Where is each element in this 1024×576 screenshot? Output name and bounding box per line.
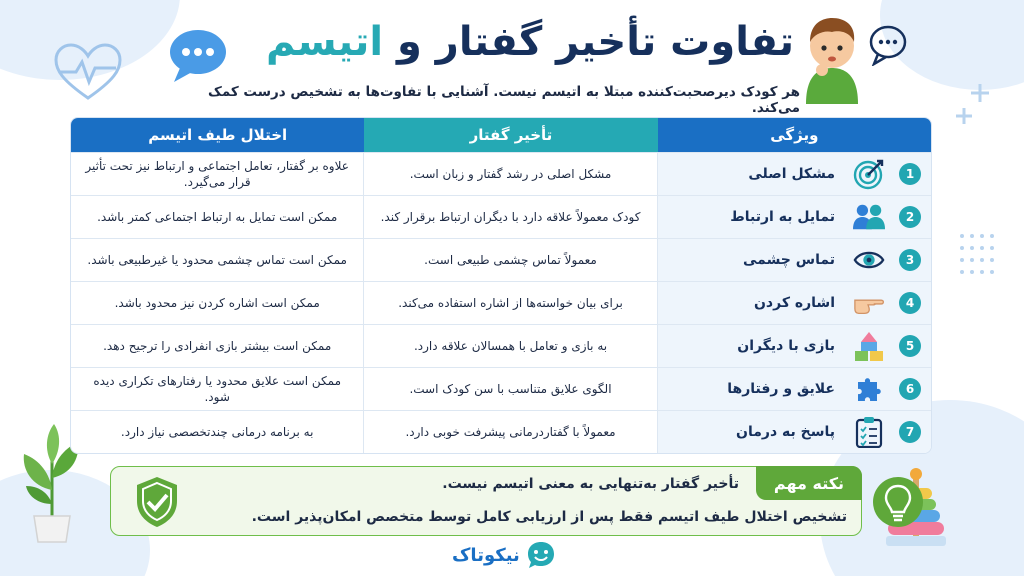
table-row [71,238,931,281]
feature-label: علایق و رفتارها [727,381,835,397]
feature-label: پاسخ به درمان [736,424,835,440]
autism-cell: ممکن است علایق محدود یا رفتارهای تکراری دیده شود. [71,368,364,410]
row-number: 7 [899,421,921,443]
feature-cell [658,153,931,195]
people-icon [853,201,885,233]
brand-logo [452,540,556,570]
autism-cell: ممکن است اشاره کردن نیز محدود باشد. [71,282,364,324]
speech-delay-cell: مشکل اصلی در رشد گفتار و زبان است. [364,153,657,195]
table-row [71,281,931,324]
pointing-hand-icon [853,287,885,319]
light-bulb-icon [872,474,924,530]
feature-cell [658,368,931,410]
note-badge: نکته مهم [756,466,862,500]
plus-sparkle-icon [956,82,996,128]
shield-check-icon [133,475,181,529]
note-line-2: تشخیص اختلال طیف اتیسم فقط پس از ارزیابی کامل توسط متخصص امکان‌پذیر است. [251,509,847,525]
feature-label: تمایل به ارتباط [730,209,835,225]
speech-delay-cell: به بازی و تعامل با همسالان علاقه دارد. [364,325,657,367]
speech-delay-cell: معمولاً تماس چشمی طبیعی است. [364,239,657,281]
row-number: 3 [899,249,921,271]
smiley-chat-icon [526,540,556,570]
speech-delay-cell: برای بیان خواسته‌ها از اشاره استفاده می‌کند. [364,282,657,324]
table-row [71,324,931,367]
table-row [71,367,931,410]
comparison-table [70,117,932,454]
row-number: 5 [899,335,921,357]
note-line-1: تأخیر گفتار به‌تنهایی به معنی اتیسم نیست. [442,476,739,492]
feature-cell [658,325,931,367]
row-number: 2 [899,206,921,228]
feature-label: تماس چشمی [743,252,835,268]
row-number: 6 [899,378,921,400]
autism-cell: علاوه بر گفتار، تعامل اجتماعی و ارتباط نیز تحت تأثیر قرار می‌گیرد. [71,153,364,195]
page-title [250,14,810,70]
important-note [110,466,862,536]
feature-cell [658,196,931,238]
row-number: 4 [899,292,921,314]
autism-cell: ممکن است تماس چشمی محدود یا غیرطبیعی باشد. [71,239,364,281]
table-row [71,152,931,195]
header-autism: اختلال طیف اتیسم [71,118,364,152]
speech-delay-cell: الگوی علایق متناسب با سن کودک است. [364,368,657,410]
header-speech-delay: تأخیر گفتار [364,118,657,152]
dots-pattern-icon [958,232,994,276]
speech-delay-cell: معمولاً با گفتاردرمانی پیشرفت خوبی دارد. [364,411,657,453]
feature-label: بازی با دیگران [737,338,835,354]
puzzle-icon [853,373,885,405]
clipboard-icon [853,416,885,448]
title-part-1: تفاوت تأخیر گفتار و [397,19,795,65]
page-subtitle: هر کودک دیرصحبت‌کننده مبتلا به اتیسم نیست. آشنایی با تفاوت‌ها به تشخیص درست کمک می‌کند. [208,84,800,116]
speech-bubble-icon [868,24,908,66]
target-icon [853,158,885,190]
title-part-2: اتیسم [265,19,384,65]
feature-label: اشاره کردن [753,295,835,311]
autism-cell: ممکن است تمایل به ارتباط اجتماعی کمتر باشد. [71,196,364,238]
autism-cell: به برنامه درمانی چندتخصصی نیاز دارد. [71,411,364,453]
speech-bubble-icon [166,28,230,84]
eye-icon [853,244,885,276]
autism-cell: ممکن است بیشتر بازی انفرادی را ترجیح دهد. [71,325,364,367]
speech-delay-cell: کودک معمولاً علاقه دارد با دیگران ارتباط برقرار کند. [364,196,657,238]
feature-cell [658,411,931,453]
feature-cell [658,239,931,281]
toy-blocks-icon [853,330,885,362]
table-row [71,195,931,238]
table-header [71,118,931,152]
table-row [71,410,931,453]
feature-label: مشکل اصلی [748,166,835,182]
heart-rate-icon [52,42,124,102]
header-feature: ویژگی [658,118,931,152]
logo-text: نیکوتاک [452,544,520,566]
feature-cell [658,282,931,324]
row-number: 1 [899,163,921,185]
